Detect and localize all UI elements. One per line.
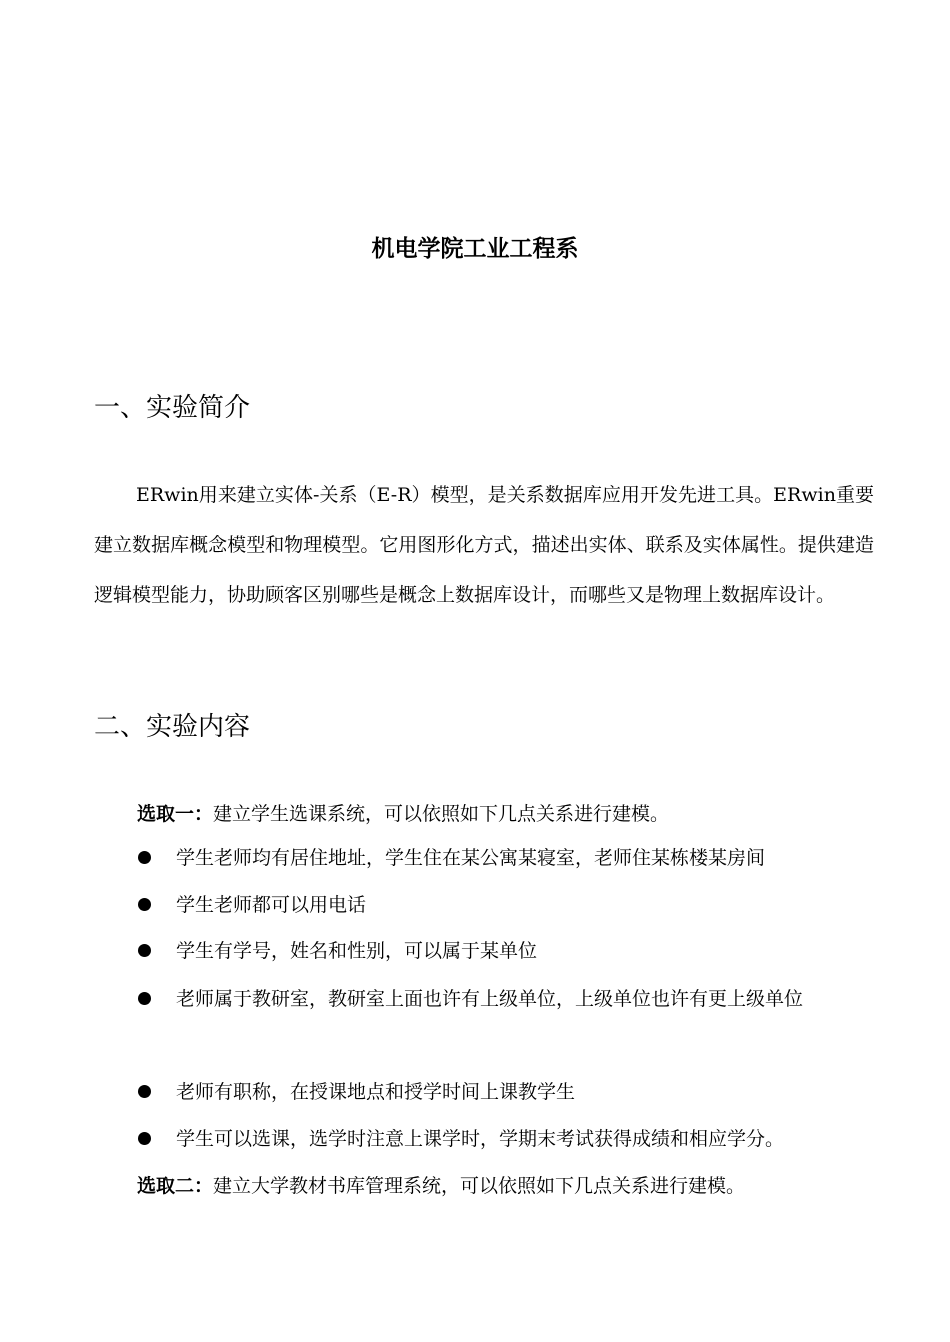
list-item-text: 老师属于教研室，教研室上面也许有上级单位，上级单位也许有更上级单位 — [176, 988, 804, 1010]
bullet-icon — [138, 1085, 151, 1098]
section-heading-intro: 一、实验简介 — [94, 393, 251, 423]
list-item — [138, 975, 858, 1023]
list-item-text: 学生有学号，姓名和性别，可以属于某单位 — [176, 940, 538, 962]
option-two-label: 选取二： — [137, 1175, 214, 1197]
list-item — [138, 1068, 878, 1116]
list-item-text: 学生老师均有居住地址，学生住在某公寓某寝室，老师住某栋楼某房间 — [176, 847, 766, 869]
option-one-text: 建立学生选课系统，可以依照如下几点关系进行建模。 — [213, 803, 670, 825]
option-two-line — [137, 1171, 745, 1201]
option-one-label: 选取一： — [137, 803, 214, 825]
list-item — [138, 881, 878, 929]
bullet-icon — [138, 851, 151, 864]
bullet-icon — [138, 1132, 151, 1145]
list-item — [138, 927, 878, 975]
page-title: 机电学院工业工程系 — [371, 236, 579, 262]
list-item-text: 学生可以选课，选学时注意上课学时，学期末考试获得成绩和相应学分。 — [176, 1128, 785, 1150]
list-item — [138, 1115, 898, 1163]
option-one-line — [137, 799, 669, 829]
section-heading-content: 二、实验内容 — [94, 712, 251, 742]
list-item-text: 学生老师都可以用电话 — [176, 894, 367, 916]
bullet-icon — [138, 944, 151, 957]
option-two-text: 建立大学教材书库管理系统，可以依照如下几点关系进行建模。 — [213, 1175, 746, 1197]
list-item — [138, 834, 878, 882]
intro-paragraph: ERwin用来建立实体-关系（E-R）模型，是关系数据库应用开发先进工具。ERwin重要建立数据库概念模型和物理模型。它用图形化方式，描述出实体、联系及实体属性。提供建造逻辑模型能力，协助顾客区别哪些是概念上数据库设计，而哪些又是物理上数据库设计。 — [94, 484, 874, 606]
list-item-text: 老师有职称，在授课地点和授学时间上课教学生 — [176, 1081, 576, 1103]
bullet-icon — [138, 898, 151, 911]
bullet-icon — [138, 992, 151, 1005]
